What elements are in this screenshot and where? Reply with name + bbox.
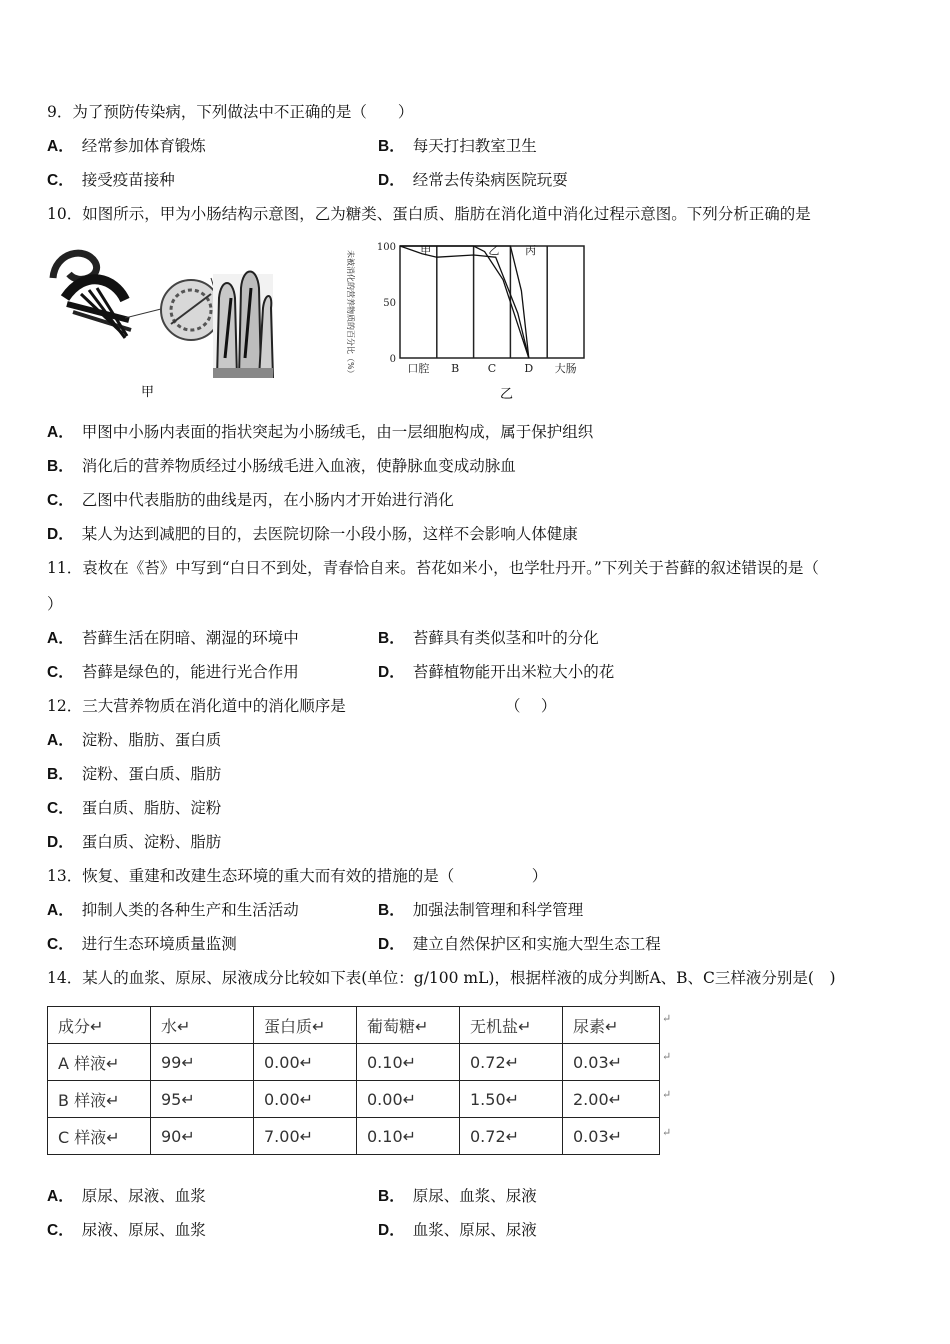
q12-stem: 12．三大营养物质在消化道中的消化顺序是	[47, 697, 346, 715]
table-row	[48, 1044, 660, 1081]
table-cell: 0.10↵	[357, 1044, 460, 1081]
table-header-cell: 成分↵	[48, 1007, 151, 1044]
table-cell: 0.72↵	[460, 1044, 563, 1081]
chart-x-tick-label: B	[451, 362, 460, 375]
q9-option-c: C． 接受疫苗接种	[47, 171, 175, 189]
figure-yi-label: 乙	[500, 387, 514, 402]
chart-y-tick-label: 100	[376, 242, 396, 253]
intestine-coil-illustration	[53, 253, 131, 338]
table-cell: C 样液↵	[48, 1118, 151, 1155]
q9-stem: 9．为了预防传染病，下列做法中不正确的是（ ）	[47, 103, 414, 121]
chart-series-label: 乙	[488, 243, 500, 257]
q12-option-d: D． 蛋白质、淀粉、脂肪	[47, 833, 222, 851]
chart-series-line	[400, 243, 529, 358]
chart-y-axis-label: 未被消化的营养物质的百分比（%）	[346, 250, 355, 378]
q9-option-a: A． 经常参加体育锻炼	[47, 137, 206, 155]
table-cell: 0.10↵	[357, 1118, 460, 1155]
q9-option-b: B． 每天打扫教室卫生	[378, 137, 537, 155]
table-cell: 99↵	[151, 1044, 254, 1081]
row-end-mark: ↵	[662, 1050, 672, 1063]
chart-series-label: 甲	[420, 243, 432, 257]
q12-option-a: A． 淀粉、脂肪、蛋白质	[47, 731, 222, 749]
table-cell: 0.00↵	[254, 1044, 357, 1081]
chart-x-tick-label: 口腔	[407, 362, 430, 375]
table-row	[48, 1118, 660, 1155]
figure-jia-label: 甲	[141, 385, 155, 400]
table-cell: 95↵	[151, 1081, 254, 1118]
q10-stem: 10．如图所示，甲为小肠结构示意图，乙为糖类、蛋白质、脂肪在消化道中消化过程示意图。下列分析正确的是	[47, 205, 811, 223]
table-cell: 0.00↵	[254, 1081, 357, 1118]
chart-series-label: 丙	[525, 243, 537, 257]
table-header-cell: 水↵	[151, 1007, 254, 1044]
q9-option-d: D． 经常去传染病医院玩耍	[378, 171, 568, 189]
table-cell: 2.00↵	[563, 1081, 660, 1118]
q14-option-c: C． 尿液、原尿、血浆	[47, 1221, 206, 1239]
q12-answer-paren: （ ）	[505, 697, 557, 715]
q10-option-a: A． 甲图中小肠内表面的指状突起为小肠绒毛，由一层细胞构成，属于保护组织	[47, 423, 594, 441]
table-cell: 0.72↵	[460, 1118, 563, 1155]
q11-stem: 11．袁枚在《苔》中写到“白日不到处，青春恰自来。苔花如米小，也学牡丹开。”下列关于苔藓的叙述错误的是（	[47, 559, 819, 577]
table-cell: 0.00↵	[357, 1081, 460, 1118]
q14-option-a: A． 原尿、尿液、血浆	[47, 1187, 206, 1205]
figure-yi-chart	[330, 236, 600, 404]
table-cell: 7.00↵	[254, 1118, 357, 1155]
figure-jia	[45, 238, 285, 402]
q11-stem-cont: ）	[47, 595, 63, 613]
table-cell: B 样液↵	[48, 1081, 151, 1118]
table-cell: A 样液↵	[48, 1044, 151, 1081]
chart-y-tick-label: 50	[383, 298, 396, 309]
q14-stem: 14．某人的血浆、原尿、尿液成分比较如下表(单位：g/100 mL)，根据样液的成分判断A、B、C三样液分别是( )	[47, 969, 836, 987]
chart-series-line	[400, 243, 529, 358]
row-end-mark: ↵	[662, 1126, 672, 1139]
table-header-cell: 葡萄糖↵	[357, 1007, 460, 1044]
q11-option-d: D． 苔藓植物能开出米粒大小的花	[378, 663, 615, 681]
q13-option-c: C． 进行生态环境质量监测	[47, 935, 237, 953]
table-cell: 90↵	[151, 1118, 254, 1155]
q13-stem: 13．恢复、重建和改建生态环境的重大而有效的措施的是（ ）	[47, 867, 548, 885]
q14-option-d: D． 血浆、原尿、尿液	[378, 1221, 537, 1239]
q11-option-b: B． 苔藓具有类似茎和叶的分化	[378, 629, 599, 647]
q10-option-d: D． 某人为达到减肥的目的，去医院切除一小段小肠，这样不会影响人体健康	[47, 525, 578, 543]
chart-x-tick-label: D	[524, 362, 534, 375]
row-end-mark: ↵	[662, 1088, 672, 1101]
table-row	[48, 1081, 660, 1118]
table-cell: 0.03↵	[563, 1118, 660, 1155]
q13-option-a: A． 抑制人类的各种生产和生活活动	[47, 901, 299, 919]
q13-option-b: B． 加强法制管理和科学管理	[378, 901, 584, 919]
q13-option-d: D． 建立自然保护区和实施大型生态工程	[378, 935, 661, 953]
chart-series-line	[400, 243, 529, 358]
q12-option-c: C． 蛋白质、脂肪、淀粉	[47, 799, 222, 817]
chart-x-tick-label: C	[487, 362, 497, 375]
table-header-cell: 尿素↵	[563, 1007, 660, 1044]
chart-x-tick-label: 大肠	[554, 362, 577, 375]
table-cell: 1.50↵	[460, 1081, 563, 1118]
q11-option-a: A． 苔藓生活在阴暗、潮湿的环境中	[47, 629, 299, 647]
composition-table	[47, 1006, 660, 1155]
q14-option-b: B． 原尿、血浆、尿液	[378, 1187, 537, 1205]
table-header-cell: 蛋白质↵	[254, 1007, 357, 1044]
q11-option-c: C． 苔藓是绿色的，能进行光合作用	[47, 663, 299, 681]
intestine-cross-section	[161, 280, 221, 340]
table-cell: 0.03↵	[563, 1044, 660, 1081]
q10-option-c: C． 乙图中代表脂肪的曲线是丙，在小肠内才开始进行消化	[47, 491, 454, 509]
row-end-mark: ↵	[662, 1012, 672, 1025]
table-header-cell: 无机盐↵	[460, 1007, 563, 1044]
table-header-row	[48, 1007, 660, 1044]
q12-option-b: B． 淀粉、蛋白质、脂肪	[47, 765, 222, 783]
q10-option-b: B． 消化后的营养物质经过小肠绒毛进入血液，使静脉血变成动脉血	[47, 457, 516, 475]
chart-y-tick-label: 0	[389, 354, 396, 365]
villi-illustration	[213, 272, 273, 379]
